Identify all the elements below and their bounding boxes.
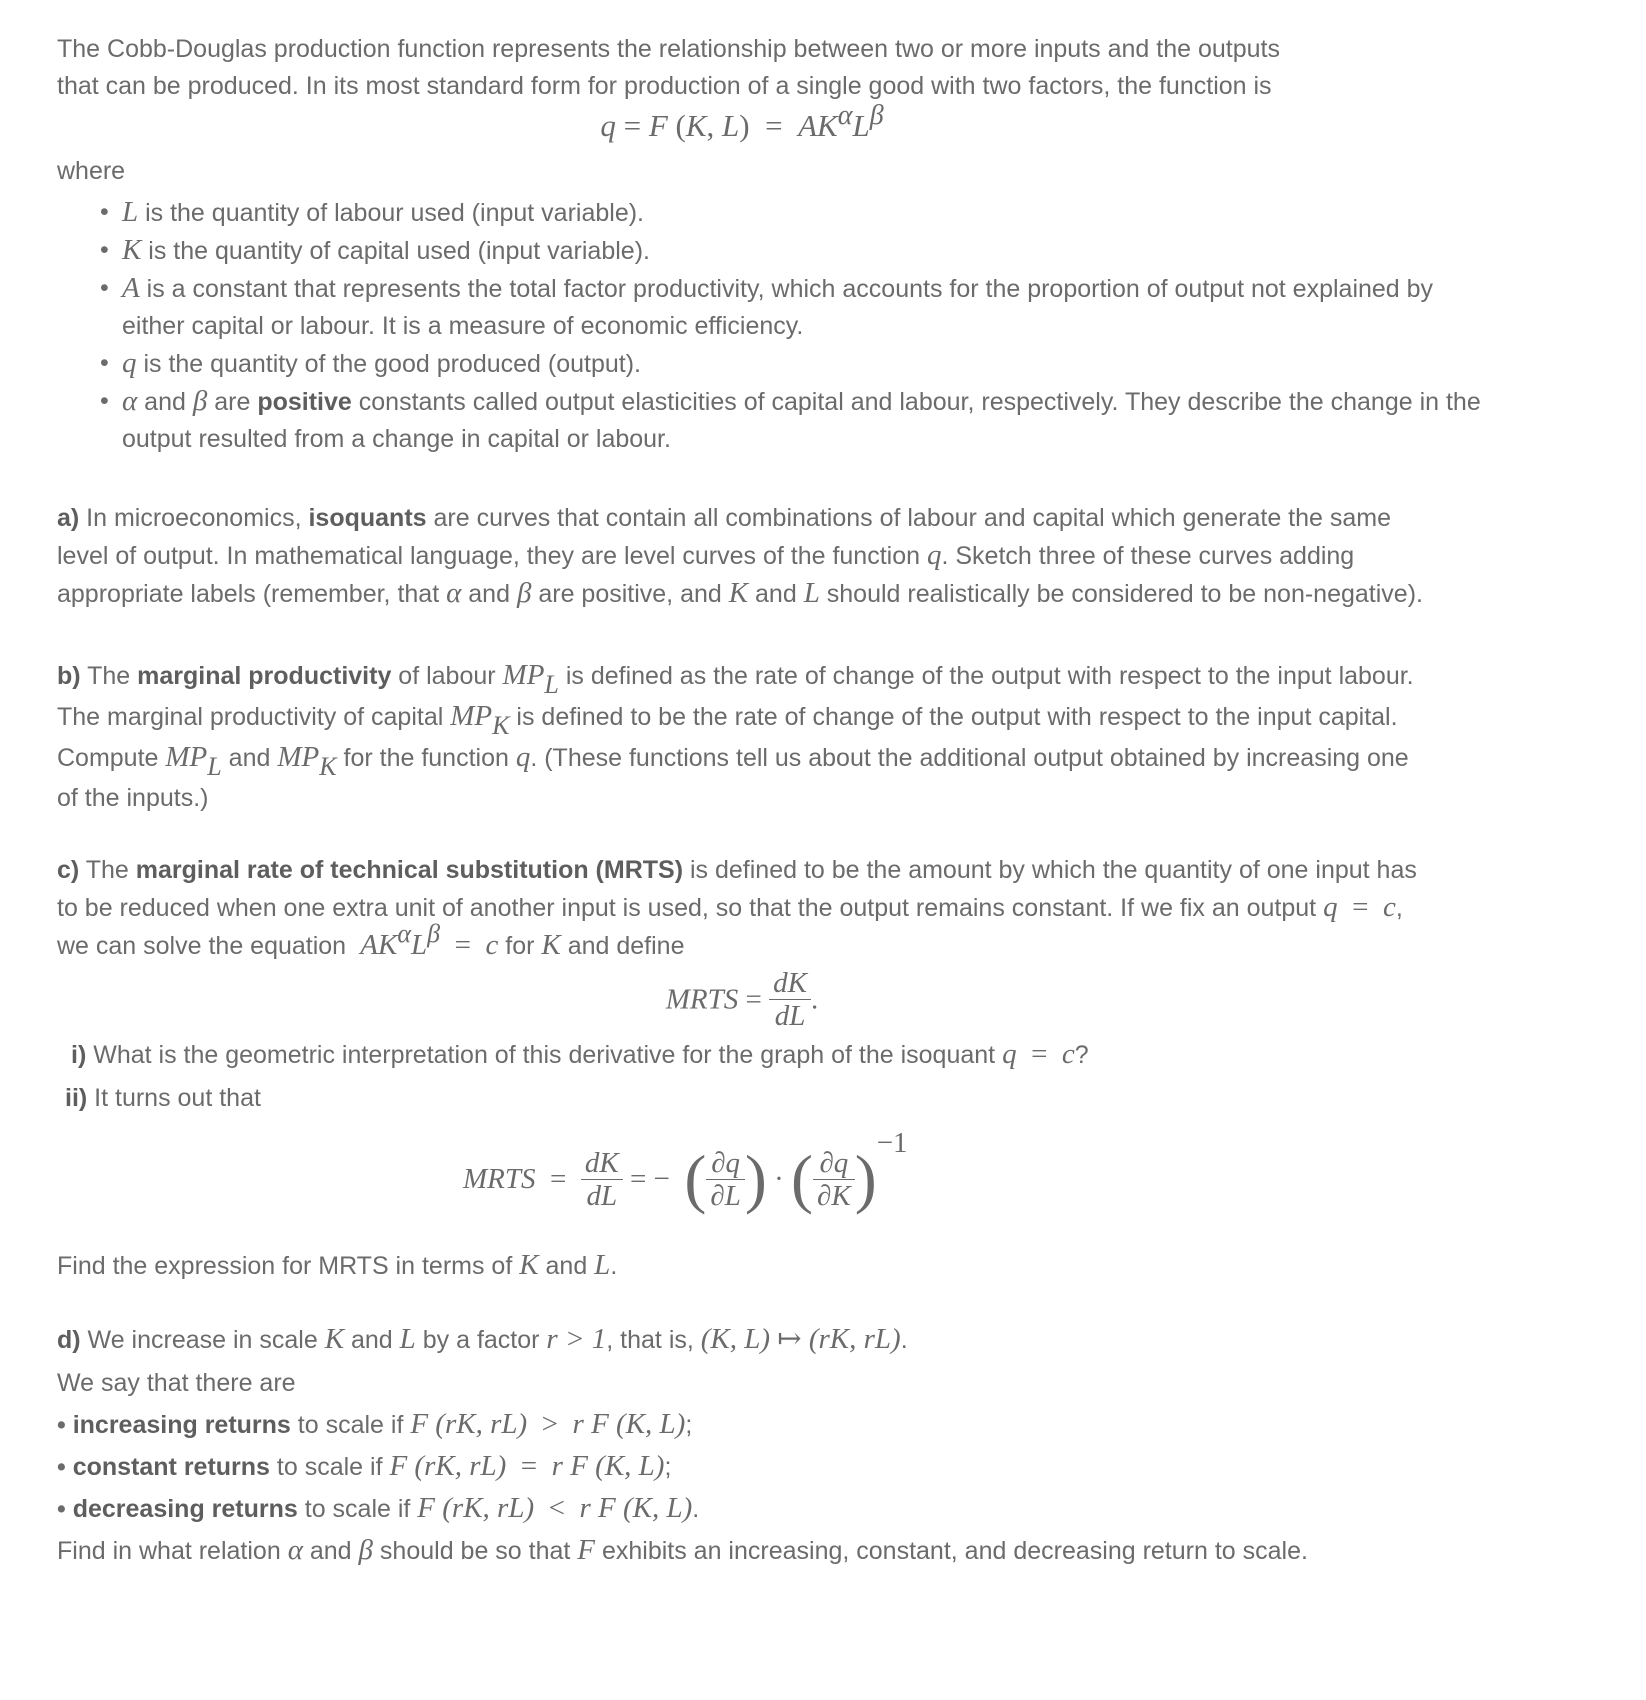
returns-item [57, 1490, 1547, 1528]
math-exponent: −1 [876, 1127, 908, 1160]
math-k: K [324, 1323, 345, 1355]
part-a-label: a) [57, 504, 80, 532]
math-beta: β [516, 577, 532, 609]
math-op: = [520, 1450, 538, 1482]
definition-symbol: K [122, 234, 142, 266]
math-eq: = − [622, 1163, 685, 1195]
part-d-text: We increase in scale [80, 1326, 325, 1354]
math-k: K [519, 1249, 539, 1281]
paren-close: ) [744, 1142, 767, 1216]
paren-open: ( [684, 1142, 707, 1216]
returns-text: . [692, 1495, 700, 1523]
math-rhs: r F (K, L) [572, 1408, 686, 1440]
math-eq: = [1352, 891, 1369, 923]
math-op [537, 1450, 552, 1482]
part-a-bold: isoquants [308, 504, 427, 532]
part-b-bold: marginal productivity [137, 662, 392, 690]
math-mrts: MRTS [665, 983, 739, 1016]
returns-item [57, 1448, 1547, 1486]
part-c-i [57, 1036, 1547, 1074]
mrts-definition [57, 967, 1427, 1032]
returns-item [57, 1406, 1547, 1444]
definition-item [122, 345, 1452, 383]
math-alpha: α [446, 577, 462, 609]
math-op [558, 1408, 573, 1440]
returns-list [57, 1406, 1547, 1528]
returns-text: ; [685, 1411, 693, 1439]
document [57, 31, 1547, 1570]
part-c-label: c) [57, 856, 80, 884]
math-eq: = [1016, 1038, 1062, 1070]
math-mp: MP [277, 741, 320, 773]
part-a-text: should realistically be considered to be non-negative). [819, 580, 1423, 608]
definition-text: is the quantity of labour used (input variable). [138, 199, 644, 227]
math-l: L [594, 1249, 611, 1281]
part-d-final-text: Find in what relation [57, 1537, 288, 1565]
part-c-find-text: and [538, 1252, 595, 1280]
math-dot: · [766, 1163, 792, 1195]
math-lhs: F (rK, rL) [389, 1450, 507, 1482]
math-op [506, 1450, 521, 1482]
fraction-numerator: dK [773, 967, 807, 999]
where-label: where [57, 157, 126, 185]
math-alpha: α [287, 1534, 303, 1566]
part-d-text: by a factor [415, 1326, 547, 1354]
part-c-ii-label: ii) [65, 1084, 88, 1112]
part-a [57, 500, 1427, 613]
math-mp: MP [165, 741, 208, 773]
part-c-bold: marginal rate of technical substitution (MRTS) [135, 856, 684, 884]
part-d-final-text: should be so that [372, 1537, 578, 1565]
fraction-denominator: dL [581, 1179, 623, 1212]
part-c-find-text: Find the expression for MRTS in terms of [57, 1252, 520, 1280]
math-q: q [926, 539, 942, 571]
part-d-label: d) [57, 1326, 81, 1354]
part-c-find [57, 1247, 1547, 1285]
math-eq: = [535, 1163, 581, 1195]
part-c-ii-text: It turns out that [87, 1084, 261, 1112]
math-q: q [1323, 891, 1338, 923]
math-r-condition: r > 1 [546, 1323, 607, 1355]
part-c-text: for [498, 932, 542, 960]
returns-bold: constant returns [72, 1453, 270, 1481]
mrts-formula [57, 1127, 1547, 1247]
part-d [57, 1321, 1547, 1359]
math-k: K [728, 577, 749, 609]
math-c: c [485, 929, 499, 961]
fraction-numerator: dK [584, 1147, 619, 1179]
definition-text: and [137, 388, 193, 416]
definition-item [122, 232, 1452, 270]
math-lhs: F (rK, rL) [410, 1408, 528, 1440]
fraction-dk-dl [769, 967, 811, 1032]
definition-bold: positive [257, 388, 352, 416]
math-op [527, 1408, 542, 1440]
definition-text: is a constant that represents the total factor productivity, which accounts for the proportion of output not explained by either capital or labour. It is a measure of economic efficiency. [122, 275, 1434, 340]
main-equation: q = F (K, $L) = AK^\alpha L^\beta$ [600, 100, 884, 143]
part-b-text: is defined to be the rate of change of the output with respect to the input capital. Compute [57, 703, 1398, 772]
part-d-text: , that is, [606, 1326, 701, 1354]
math-sub-l: L [544, 670, 559, 699]
math-sub-l: L [207, 752, 222, 781]
intro-line-1: The Cobb-Douglas production function represents the relationship between two or more inputs and the outputs [57, 35, 1280, 63]
part-c-i-text: ? [1074, 1041, 1089, 1069]
math-eq: = [738, 983, 770, 1016]
part-c-ii [57, 1080, 1547, 1117]
math-eq [1368, 891, 1383, 923]
part-d-text: . [900, 1326, 908, 1354]
math-rhs: r F (K, L) [551, 1450, 665, 1482]
part-b-text: is defined as the rate of change of the output with respect to the input labour. The marginal productivity of capital [57, 662, 1414, 731]
part-c [57, 852, 1427, 965]
part-c-text: , we can solve the equation [57, 894, 1403, 960]
definition-text: is the quantity of the good produced (output). [136, 350, 642, 378]
math-eq [1338, 891, 1353, 923]
part-b-text: . (These functions tell us about the additional output obtained by increasing one of the inputs.) [57, 744, 1409, 812]
definition-item [122, 383, 1482, 458]
math-op: > [541, 1408, 559, 1440]
returns-bold: decreasing returns [72, 1495, 298, 1523]
definition-item [122, 194, 1452, 232]
math-ak: AK [360, 929, 398, 961]
definition-text: is the quantity of capital used (input variable). [141, 237, 650, 265]
definition-symbol: q [122, 347, 137, 379]
part-c-i-label: i) [71, 1041, 87, 1069]
definition-symbol: β [192, 385, 208, 417]
part-d-final-text: exhibits an increasing, constant, and decreasing return to scale. [595, 1537, 1308, 1565]
part-a-text: . Sketch three of these curves adding appropriate labels (remember, that [57, 542, 1355, 608]
math-c: c [1382, 891, 1396, 923]
part-d-say: We say that there are [57, 1369, 296, 1397]
fraction-dq-dk [813, 1147, 855, 1212]
part-b-text: and [221, 744, 278, 772]
paren-open: ( [791, 1142, 814, 1216]
part-a-text: In microeconomics, [79, 504, 309, 532]
math-sub-k: K [492, 711, 510, 740]
math-l: L [803, 577, 820, 609]
part-c-find-text: . [610, 1252, 618, 1280]
part-c-i-text: What is the geometric interpretation of this derivative for the graph of the isoquant [86, 1041, 1003, 1069]
math-alpha: α [397, 919, 412, 948]
math-eq: = [440, 929, 486, 961]
definition-symbol: A [122, 272, 140, 304]
part-b-label: b) [57, 662, 81, 690]
part-b-text: for the function [336, 744, 516, 772]
math-mp: MP [450, 700, 493, 732]
part-a-text: are positive, and [531, 580, 729, 608]
fraction-denominator: ∂L [706, 1179, 744, 1212]
part-c-text: is defined to be the amount by which the quantity of one input has to be reduced when one extra unit of another input is used, so that the output remains constant. If we fix an output [57, 856, 1417, 922]
definition-symbol: L [122, 196, 139, 228]
part-c-text: and define [560, 932, 685, 960]
math-sub-k: K [319, 752, 337, 781]
math-q: q [1002, 1038, 1017, 1070]
intro-line-2: that can be produced. In its most standard form for production of a single good with two factors, the function is [57, 72, 1272, 100]
math-beta: β [427, 919, 441, 948]
math-beta: β [358, 1534, 373, 1566]
returns-text: to scale if [269, 1453, 390, 1481]
definition-item [122, 270, 1437, 345]
math-mp: MP [502, 659, 545, 691]
part-d-text: and [344, 1326, 400, 1354]
math-op: < [548, 1492, 565, 1524]
fraction-dq-dl [706, 1147, 744, 1212]
part-d-final [57, 1532, 1547, 1570]
paren-close: ) [854, 1142, 877, 1216]
fraction-denominator: dL [769, 999, 811, 1032]
part-a-text: and [461, 580, 517, 608]
math-f: F [577, 1534, 596, 1566]
fraction-numerator: ∂q [819, 1147, 849, 1179]
returns-text: to scale if [290, 1411, 411, 1439]
math-k: K [541, 929, 561, 961]
math-rhs: r F (K, L) [579, 1492, 693, 1524]
fraction-numerator: ∂q [711, 1147, 741, 1179]
part-a-text: are curves that contain all combinations of labour and capital which generate the same level of output. In mathematical language, they are level curves of the function [57, 504, 1392, 570]
definition-symbol: α [122, 385, 138, 417]
math-op [534, 1492, 549, 1524]
math-c: c [1061, 1038, 1075, 1070]
math-op [565, 1492, 580, 1524]
returns-bold: increasing returns [72, 1411, 291, 1439]
math-period: . [810, 983, 819, 1016]
definition-text: constants called output elasticities of capital and labour, respectively. They describe the change in the output resulted from a change in capital or labour. [122, 388, 1481, 453]
returns-text: ; [664, 1453, 672, 1481]
definition-text: are [207, 388, 258, 416]
returns-text: to scale if [297, 1495, 418, 1523]
part-c-text: The [79, 856, 136, 884]
math-lhs: F (rK, rL) [417, 1492, 535, 1524]
math-l: L [411, 929, 428, 961]
part-a-text: and [748, 580, 804, 608]
math-mrts: MRTS [463, 1163, 536, 1195]
math-l: L [399, 1323, 416, 1355]
fraction-denominator: ∂K [813, 1179, 855, 1212]
fraction-dk-dl [581, 1147, 623, 1212]
part-b-text: The [80, 662, 138, 690]
part-b-text: of labour [391, 662, 503, 690]
definitions-list [57, 194, 1547, 458]
math-q: q [515, 741, 531, 773]
math-scaling-map: (K, L) ↦ (rK, rL) [700, 1323, 901, 1355]
part-b [57, 655, 1427, 818]
part-d-final-text: and [302, 1537, 359, 1565]
